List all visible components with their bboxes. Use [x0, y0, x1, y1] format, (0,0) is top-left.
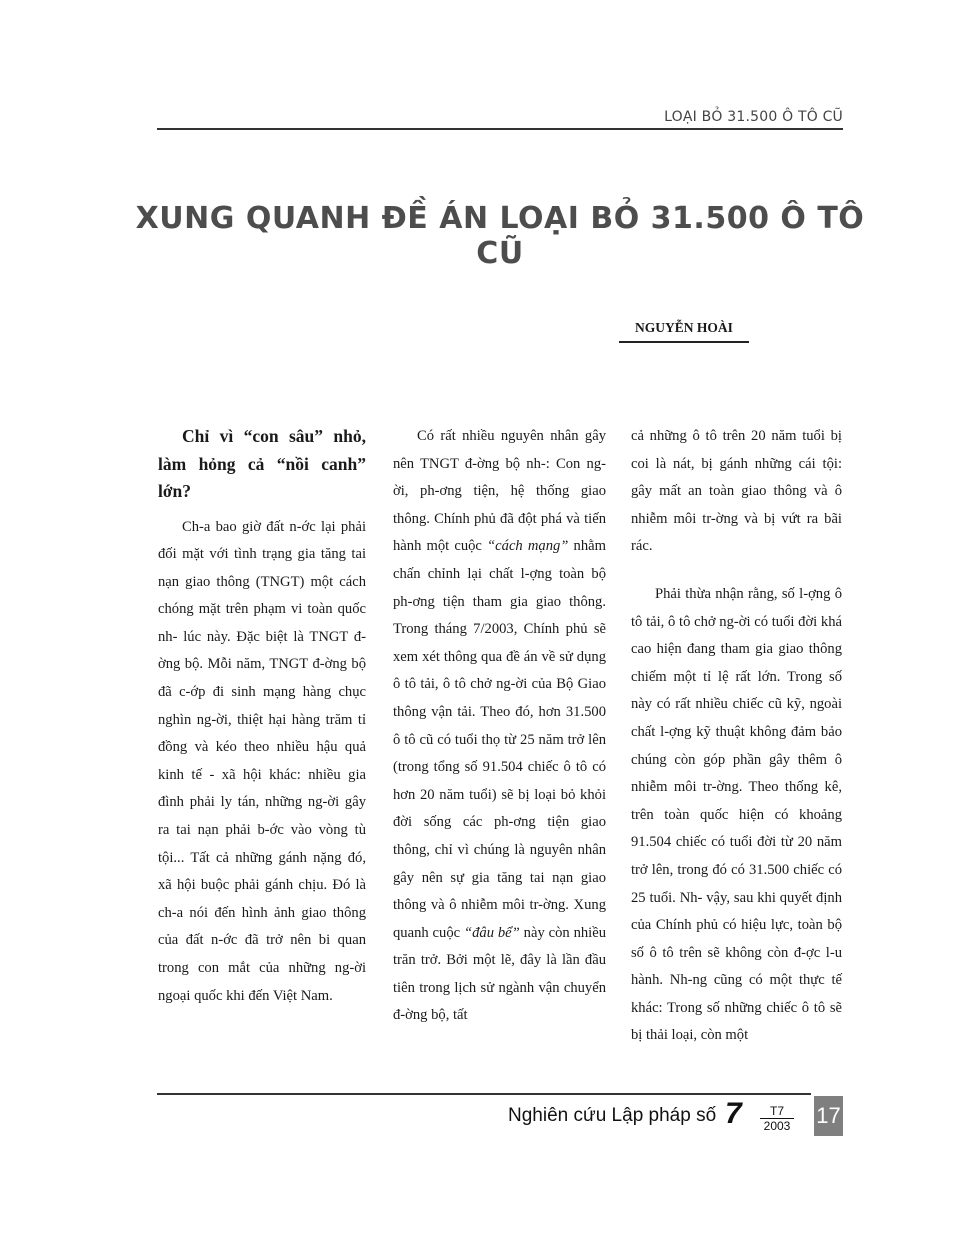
- paragraph: cả những ô tô trên 20 năm tuổi bị coi là nát, bị gánh những cái tội: gây mất an toàn giao thông và ô nhiễm môi tr-ờng và bị vứt ra bãi rác.: [631, 428, 842, 555]
- emphasis-text: “đâu bể”: [463, 924, 520, 941]
- paragraph-text: nhằm chấn chỉnh lại chất l-ợng toàn bộ ph-ơng tiện tham gia giao thông. Trong tháng 7/2003, Chính phủ sẽ xem xét thông qua đề án về sử dụng ô tô tải, ô tô chở ng-ời của Bộ Giao thông vận tải. Theo đó, hơn 31.500 ô tô cũ có tuổi thọ từ 25 năm trở lên (trong tổng số 91.504 chiếc ô tô có hơn 20 năm tuổi) sẽ bị loại bỏ khỏi đời sống các ph-ơng tiện giao thông, chỉ vì chúng là nguyên nhân gây nên sự gia tăng tai nạn giao thông và ô nhiễm môi tr-ờng. Xung quanh cuộc: [393, 538, 606, 941]
- journal-name: Nghiên cứu Lập pháp số: [508, 1105, 717, 1126]
- paragraph: [393, 423, 606, 1030]
- author-name: NGUYỄN HOÀI: [619, 320, 749, 343]
- column-3: [631, 423, 842, 1050]
- running-head: LOẠI BỎ 31.500 Ô TÔ CŨ: [664, 109, 843, 125]
- header-rule: [157, 128, 843, 130]
- column-2: [393, 423, 606, 1030]
- issue-number: 7: [725, 1097, 742, 1130]
- paragraph: Phải thừa nhận rằng, số l-ợng ô tô tải, ô tô chở ng-ời có tuổi đời khá cao hiện đang tham gia giao thông chiếm một tỉ lệ rất lớn. Trong số này có rất nhiều chiếc cũ kỹ, ngoài chất l-ợng kỹ thuật không đảm bảo chúng còn góp phần gây thêm ô nhiễm môi tr-ờng. Theo thống kê, trên toàn quốc hiện có khoảng 91.504 chiếc có tuổi đời từ 20 năm trở lên, trong đó có 31.500 chiếc có 25 tuổi. Nh- vậy, sau khi quyết định của Chính phủ có hiệu lực, toàn bộ số ô tô trên sẽ không còn đ-ợc l-u hành. Nh-ng cũng có một thực tế khác: Trong số những chiếc ô tô sẽ bị thải loại, còn một: [631, 585, 842, 1044]
- page-number: 17: [814, 1096, 843, 1136]
- footer-rule: [157, 1093, 811, 1095]
- paragraph-text: Có rất nhiều nguyên nhân gây nên TNGT đ-ờng bộ nh-: Con ng-ời, ph-ơng tiện, hệ thống giao thông. Chính phủ đã đột phá và tiến hành một cuộc: [393, 428, 606, 555]
- paragraph-text: này còn nhiều trăn trở. Bởi một lẽ, đây là lần đầu tiên trong lịch sử ngành vận chuyển đ-ờng bộ, tất: [393, 924, 607, 1024]
- column-1: [158, 423, 366, 1010]
- emphasis-text: “cách mạng”: [487, 538, 569, 555]
- issue-month: T7: [760, 1104, 794, 1119]
- paragraph: Ch-a bao giờ đất n-ớc lại phải đối mặt với tình trạng gia tăng tai nạn giao thông (TNGT) một cách chóng mặt trên phạm vi toàn quốc nh- lúc này. Đặc biệt là TNGT đ-ờng bộ. Mỗi năm, TNGT đ-ờng bộ đã c-ớp đi sinh mạng hàng chục nghìn ng-ời, thiệt hại hàng trăm tỉ đồng và kéo theo nhiều hậu quả kinh tế - xã hội khác: nhiều gia đình phải ly tán, những ng-ời gây ra tai nạn phải b-ớc vào vòng tù tội... Tất cả những gánh nặng đó, xã hội buộc phải gánh chịu. Đó là ch-a nói đến hình ảnh giao thông của đất n-ớc đã trở nên bi quan trong con mắt của những ng-ời ngoại quốc khi đến Việt Nam.: [158, 518, 366, 1004]
- issue-date: [760, 1104, 794, 1133]
- issue-year: 2003: [763, 1119, 791, 1133]
- article-title: XUNG QUANH ĐỀ ÁN LOẠI BỎ 31.500 Ô TÔ CŨ: [135, 201, 865, 271]
- section-subheading: Chỉ vì “con sâu” nhỏ, làm hỏng cả “nồi canh” lớn?: [158, 426, 366, 501]
